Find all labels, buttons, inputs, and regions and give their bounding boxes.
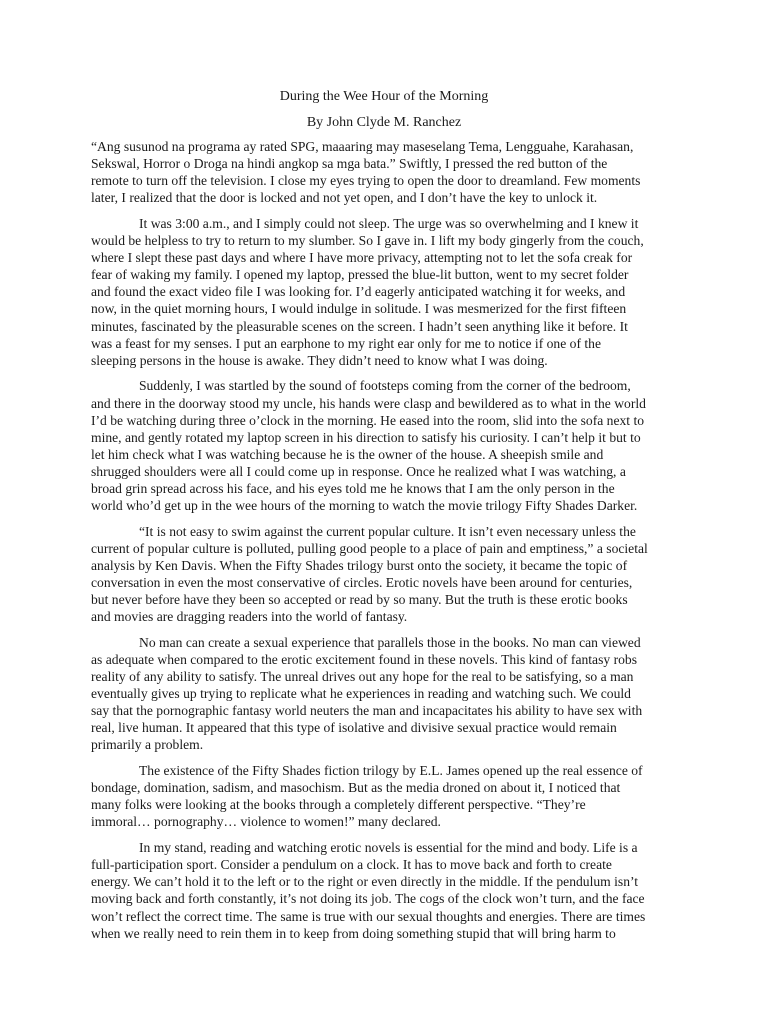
text-line: but never before have they been so accepted or read by so many. But the truth is these erotic books <box>91 592 628 608</box>
paragraph <box>91 523 691 626</box>
text-line: sleeping persons in the house is awake. They didn’t need to know what I was doing. <box>91 352 548 368</box>
text-line: moving back and forth constantly, it’s not doing its job. The cogs of the clock won’t turn, and the face <box>91 891 645 907</box>
text-line: fear of waking my family. I opened my laptop, pressed the blue-lit button, went to my secret folder <box>91 267 629 283</box>
text-line: shrugged shoulders were all I could come up in response. Once he realized what I was watching, a <box>91 463 626 479</box>
text-line: immoral… pornography… violence to women!” many declared. <box>91 814 441 830</box>
text-line: It was 3:00 a.m., and I simply could not sleep. The urge was so overwhelming and I knew it <box>139 215 639 231</box>
text-line: mine, and gently rotated my laptop screen in his direction to satisfy his curiosity. I can’t help it but to <box>91 429 641 445</box>
text-line: minutes, fascinated by the pleasurable scenes on the screen. I hadn’t seen anything like it before. It <box>91 318 628 334</box>
document-byline: By John Clyde M. Ranchez <box>306 115 462 130</box>
text-line: world who’d get up in the wee hours of the morning to watch the movie trilogy Fifty Shades Darker. <box>91 498 638 514</box>
text-line: later, I realized that the door is locked and not yet open, and I don’t have the key to unlock it. <box>91 190 598 206</box>
text-line: Sekswal, Horror o Droga na hindi angkop sa mga bata.” Swiftly, I pressed the red button of the <box>91 156 608 172</box>
text-line: say that the pornographic fantasy world neuters the man and incapacitates his ability to have sex with <box>91 703 643 719</box>
paragraph <box>91 762 691 830</box>
text-line: reality of any ability to satisfy. The unreal drives out any hope for the real to be satisfying, so a man <box>91 669 634 685</box>
text-line: In my stand, reading and watching erotic novels is essential for the mind and body. Life is a <box>139 840 638 856</box>
text-line: when we really need to rein them in to keep from doing something stupid that will bring harm to <box>91 925 616 941</box>
text-line: primarily a problem. <box>91 737 204 753</box>
text-line: broad grin spread across his face, and his eyes told me he knows that I am the only person in the <box>91 480 615 496</box>
text-line: now, in the quiet morning hours, I would indulge in solitude. I was mesmerized for the first fifteen <box>91 301 627 317</box>
text-line: won’t reflect the correct time. The same is true with our sexual thoughts and energies. There are times <box>91 908 646 924</box>
paragraph <box>91 138 691 206</box>
text-line: as adequate when compared to the erotic excitement found in these novels. This kind of fantasy robs <box>91 652 637 667</box>
text-line: and found the exact video file I was looking for. I’d eagerly anticipated watching it for weeks, and <box>91 284 626 300</box>
text-line: No man can create a sexual experience that parallels those in the books. No man can viewed <box>139 634 641 650</box>
paragraph <box>91 215 691 369</box>
text-line: energy. We can’t hold it to the left or to the right or even directly in the middle. If the pendulum isn’t <box>91 874 639 890</box>
paragraph <box>91 839 691 942</box>
text-line: I’d be watching during three o’clock in the morning. He eased into the room, slid into the sofa next to <box>91 412 645 428</box>
text-line: and movies are dragging readers into the world of fantasy. <box>91 609 408 625</box>
text-line: conversation in even the most conservative of circles. Erotic novels have been around for centuries, <box>91 575 633 591</box>
text-line: analysis by Ken Davis. When the Fifty Shades trilogy burst onto the society, it became the topic of <box>91 557 628 573</box>
text-line: let him check what I was watching because he is the owner of the house. A sheepish smile and <box>91 446 604 462</box>
text-line: “Ang susunod na programa ay rated SPG, maaaring may maseselang Tema, Lengguahe, Karahasan, <box>91 139 634 154</box>
text-line: and there in the doorway stood my uncle, his hands were clasp and bewildered as to what in the world <box>91 395 646 411</box>
text-line: would be helpless to try to return to my slumber. So I gave in. I lift my body gingerly from the couch, <box>91 233 644 249</box>
paragraph <box>91 634 691 754</box>
text-line: full-participation sport. Consider a pendulum on a clock. It has to move back and forth to create <box>91 857 612 873</box>
text-line: real, live human. It appeared that this type of isolative and divisive sexual practice would remain <box>91 720 617 736</box>
document-body <box>91 138 691 950</box>
text-line: “It is not easy to swim against the current popular culture. It isn’t even necessary unless the <box>139 523 636 539</box>
text-line: many folks were looking at the books through a completely different perspective. “They’re <box>91 797 586 813</box>
text-line: Suddenly, I was startled by the sound of footsteps coming from the corner of the bedroom, <box>139 378 631 394</box>
text-line: eventually gives up trying to replicate what he experiences in reading and watching such. We could <box>91 686 631 702</box>
text-line: where I slept these past days and where I have more privacy, attempting not to let the sofa creak for <box>91 250 633 266</box>
text-line: bondage, domination, sadism, and masochism. But as the media droned on about it, I noticed that <box>91 780 621 796</box>
text-line: was a feast for my senses. I put an earphone to my right ear only for me to notice if one of the <box>91 335 601 351</box>
text-line: remote to turn off the television. I close my eyes trying to open the door to dreamland. Few moments <box>91 173 641 189</box>
document-title: During the Wee Hour of the Morning <box>279 89 489 104</box>
text-line: The existence of the Fifty Shades fiction trilogy by E.L. James opened up the real essence of <box>139 763 643 779</box>
text-line: current of popular culture is polluted, pulling good people to a place of pain and emptiness,” a societal <box>91 540 648 556</box>
paragraph <box>91 377 691 514</box>
